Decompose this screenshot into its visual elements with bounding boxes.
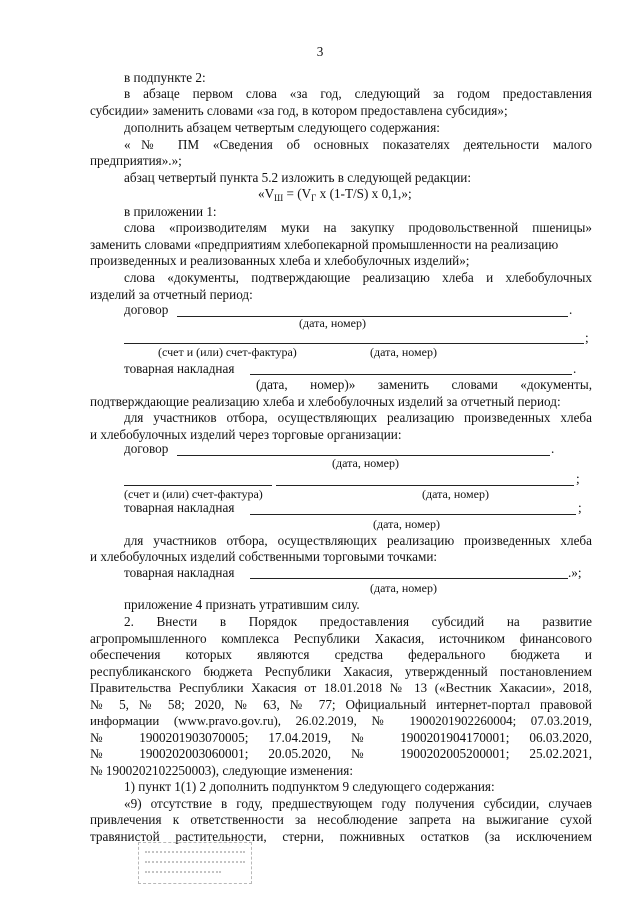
caption: (счет и (или) счет-фактура) — [124, 487, 263, 501]
blank-line — [250, 374, 572, 375]
caption: (дата, номер) — [332, 456, 399, 470]
punct: ; — [576, 471, 580, 486]
formula: «$V_Ш = (V_Г$ х (1-Т/S) х 0,1,»; — [258, 186, 412, 203]
punct: . — [569, 302, 573, 317]
text-line: (дата, номер)» заменить словами «документы, — [256, 377, 592, 392]
form-label-waybill: товарная накладная — [124, 500, 235, 515]
text-line: произведенных и реализованных хлеба и хлебобулочных изделий»; — [90, 253, 470, 268]
text-line: Правительства Республики Хакасия от 18.01.2018 № 13 («Вестник Хакасии», 2018, — [90, 681, 592, 695]
text-line: травянистой растительности, стерни, пожнивных остатков (за исключением — [90, 829, 592, 844]
text-line: № 1900202003060001; 20.05.2020, № 1900202005200001; 25.02.2021, — [90, 746, 592, 761]
text-line: № 1900201903070005; 17.04.2019, № 1900201904170001; 06.03.2020, — [90, 730, 592, 745]
text-line: для участников отбора, осуществляющих реализацию произведенных хлеба — [124, 410, 592, 425]
text-line: дополнить абзацем четвертым следующего содержания: — [124, 120, 440, 135]
caption: (дата, номер) — [370, 581, 437, 595]
punct: . — [573, 361, 577, 376]
text-line: и хлебобулочных изделий собственными торговыми точками: — [90, 549, 438, 564]
text-line: № 1900202102250003), следующие изменения: — [90, 763, 354, 778]
punct: ; — [585, 330, 589, 345]
text-line: № 5, № 58; 2020, № 63, № 77; Официальный интернет-портал правовой — [90, 697, 592, 712]
text-line: в абзаце первом слова «за год, следующий за годом предоставления — [124, 86, 592, 101]
section-2-heading: 2. Внести в Порядок предоставления субсидий на развитие — [124, 614, 592, 629]
form-label-contract: договор — [124, 441, 169, 456]
blank-line — [124, 343, 584, 344]
blank-line — [250, 578, 568, 579]
caption: (дата, номер) — [422, 487, 489, 501]
page-number: 3 — [316, 44, 324, 59]
punct: ; — [578, 500, 582, 515]
text-line: и хлебобулочных изделий через торговые организации: — [90, 427, 402, 442]
caption: (дата, номер) — [299, 316, 366, 330]
text-line: агропромышленного комплекса Республики Хакасия, источником финансового — [90, 631, 592, 646]
text-line: республиканского бюджета Республики Хакасия, утвержденный постановлением — [90, 664, 592, 679]
punct: . — [551, 441, 555, 456]
text-line: «№ ПМ «Сведения об основных показателях деятельности малого — [124, 137, 592, 152]
caption: (счет и (или) счет-фактура) — [158, 345, 297, 359]
caption: (дата, номер) — [373, 517, 440, 531]
form-label-contract: договор — [124, 302, 169, 317]
text-line: слова «производителям муки на закупку продовольственной пшеницы» — [124, 220, 592, 235]
text-line: субсидии» заменить словами «за год, в котором предоставлена субсидия»; — [90, 103, 508, 118]
text-line: приложение 4 признать утратившим силу. — [124, 597, 360, 612]
form-label-waybill: товарная накладная — [124, 565, 235, 580]
text-line: предприятия».»; — [90, 153, 182, 168]
text-line: абзац четвертый пункта 5.2 изложить в следующей редакции: — [124, 170, 472, 185]
text-line: 1) пункт 1(1) 2 дополнить подпунктом 9 следующего содержания: — [124, 779, 495, 794]
form-label-waybill: товарная накладная — [124, 361, 235, 376]
text-line: информации (www.pravo.gov.ru), 26.02.2019, № 1900201902260004; 07.03.2019, — [90, 714, 592, 728]
caption: (дата, номер) — [370, 345, 437, 359]
text-line: в подпункте 2: — [124, 70, 206, 85]
text-line: в приложении 1: — [124, 204, 217, 219]
blank-line — [276, 485, 574, 486]
text-line: заменить словами «предприятиям хлебопекарной промышленности на реализацию — [90, 237, 559, 252]
text-line: «9) отсутствие в году, предшествующем году получения субсидии, случаев — [124, 796, 592, 811]
punct: .»; — [568, 565, 582, 580]
text-line: подтверждающие реализацию хлеба и хлебобулочных изделий за отчетный период: — [90, 394, 561, 409]
blank-line — [177, 316, 568, 317]
blank-line — [250, 514, 576, 515]
text-line: привлечения к ответственности за несоблюдение запрета на выжигание сухой — [90, 812, 592, 827]
text-line: для участников отбора, осуществляющих реализацию произведенных хлеба — [124, 533, 592, 548]
text-line: изделий за отчетный период: — [90, 287, 253, 302]
scan-stamp — [138, 842, 252, 884]
blank-line — [124, 485, 272, 486]
text-line: слова «документы, подтверждающие реализацию хлеба и хлебобулочных — [124, 270, 592, 285]
text-line: обеспечения которых являются средства федерального бюджета и — [90, 647, 592, 662]
